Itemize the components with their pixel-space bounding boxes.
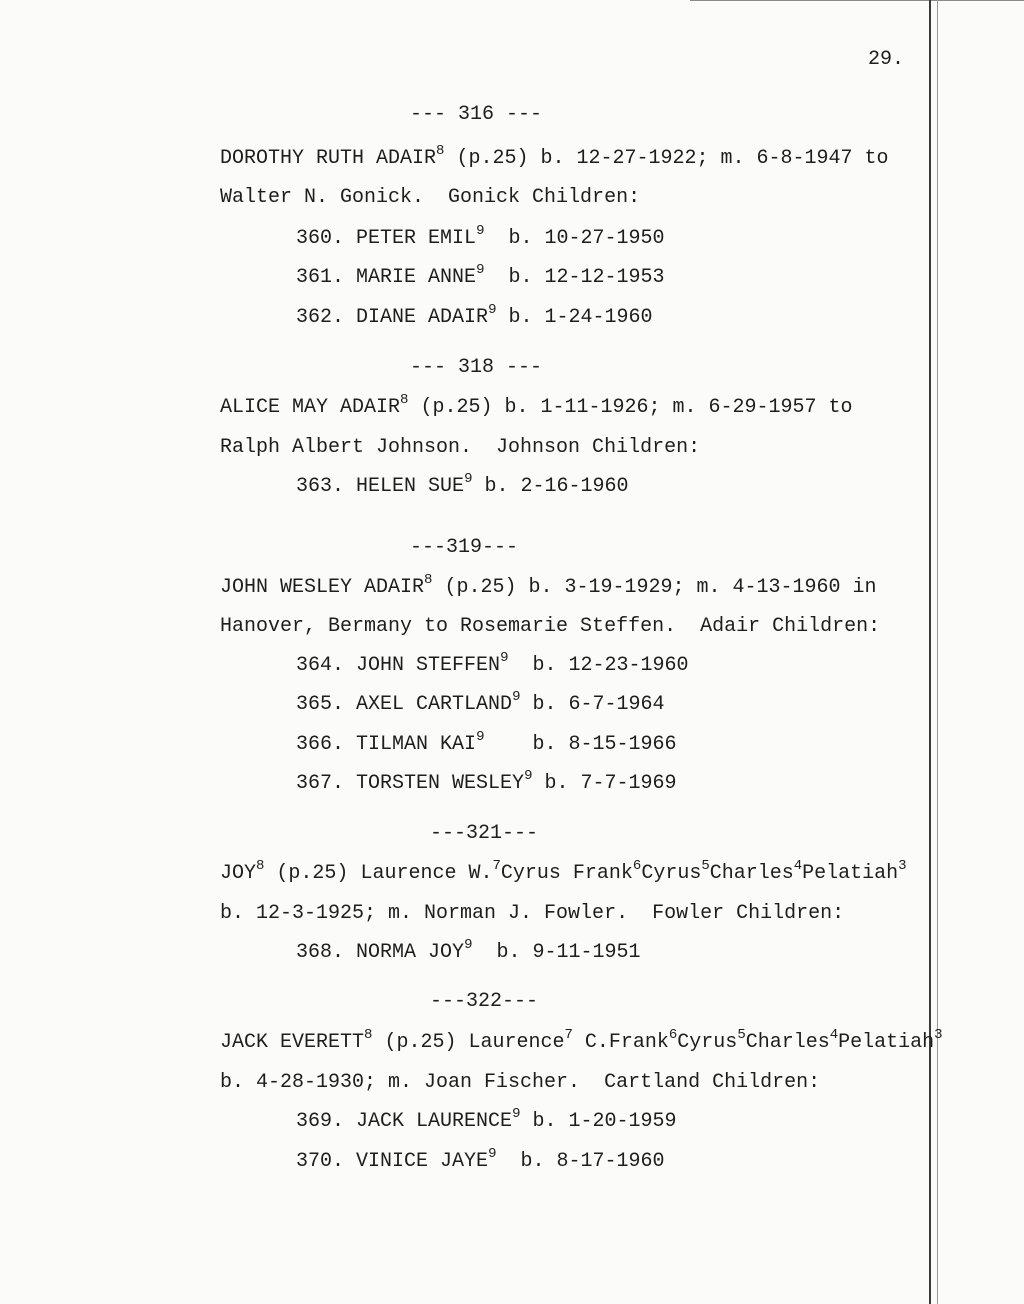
child-entry — [296, 768, 677, 796]
child-name: MARIE ANNE — [356, 266, 477, 289]
generation-number: 3 — [934, 1027, 943, 1043]
child-name: DIANE ADAIR — [356, 306, 489, 329]
child-entry — [296, 650, 689, 678]
child-number: 367. — [296, 772, 345, 795]
right-margin-rule — [929, 0, 931, 1304]
entry-line: Walter N. Gonick. Gonick Children: — [220, 186, 641, 209]
ancestor-name: Pelatiah — [802, 862, 899, 885]
top-margin-line — [690, 0, 1024, 1]
lineage-line — [220, 858, 907, 886]
child-name: NORMA JOY — [356, 941, 465, 964]
person-name: JACK EVERETT — [220, 1031, 365, 1054]
child-number: 362. — [296, 306, 345, 329]
generation-number: 5 — [737, 1027, 746, 1043]
section-header: ---321--- — [430, 822, 539, 845]
child-entry — [296, 302, 653, 330]
ancestor-name: Charles — [709, 862, 794, 885]
section-header: --- 318 --- — [410, 356, 543, 379]
entry-line — [220, 143, 889, 171]
generation-number: 8 — [424, 572, 433, 588]
child-name: TILMAN KAI — [356, 733, 477, 756]
generation-number: 9 — [488, 302, 497, 318]
child-name: VINICE JAYE — [356, 1150, 489, 1173]
ancestor-name: Cyrus — [677, 1031, 738, 1054]
generation-number: 5 — [701, 858, 710, 874]
child-name: TORSTEN WESLEY — [356, 772, 525, 795]
generation-number: 4 — [793, 858, 803, 874]
person-name: ALICE MAY ADAIR — [220, 396, 401, 419]
section-header: ---319--- — [410, 536, 519, 559]
right-margin-rule-inner — [937, 0, 938, 1304]
generation-number: 8 — [436, 143, 445, 159]
birth-date: b. 8-17-1960 — [520, 1150, 665, 1173]
section-header: --- 316 --- — [410, 103, 543, 126]
generation-number: 6 — [632, 858, 642, 874]
birth-date: b. 6-7-1964 — [532, 693, 665, 716]
entry-details: (p.25) b. 3-19-1929; m. 4-13-1960 in — [432, 576, 877, 599]
child-name: JOHN STEFFEN — [356, 654, 501, 677]
child-number: 369. — [296, 1110, 345, 1133]
entry-line: b. 4-28-1930; m. Joan Fischer. Cartland Children: — [220, 1071, 821, 1094]
lineage-line — [220, 1027, 943, 1055]
ancestor-name: Cyrus Frank — [500, 862, 633, 885]
section-header: ---322--- — [430, 990, 539, 1013]
entry-details: (p.25) b. 1-11-1926; m. 6-29-1957 to — [408, 396, 853, 419]
entry-line: Hanover, Bermany to Rosemarie Steffen. Adair Children: — [220, 615, 881, 638]
birth-date: b. 1-24-1960 — [508, 306, 653, 329]
person-name: DOROTHY RUTH ADAIR — [220, 147, 437, 170]
ancestor-name: (p.25) Laurence W. — [264, 862, 493, 885]
generation-number: 9 — [476, 729, 485, 745]
generation-number: 9 — [488, 1146, 497, 1162]
entry-line: Ralph Albert Johnson. Johnson Children: — [220, 436, 701, 459]
child-number: 360. — [296, 227, 345, 250]
generation-number: 9 — [512, 689, 521, 705]
child-number: 365. — [296, 693, 345, 716]
generation-number: 9 — [512, 1106, 521, 1122]
child-entry — [296, 1106, 677, 1134]
child-number: 368. — [296, 941, 345, 964]
generation-number: 7 — [564, 1027, 573, 1043]
generation-number: 6 — [668, 1027, 678, 1043]
page-number: 29. — [868, 48, 905, 71]
child-entry — [296, 471, 629, 499]
generation-number: 7 — [492, 858, 501, 874]
generation-number: 9 — [524, 768, 533, 784]
generation-number: 9 — [476, 223, 485, 239]
entry-line — [220, 572, 877, 600]
generation-number: 8 — [364, 1027, 373, 1043]
entry-line — [220, 392, 853, 420]
child-name: AXEL CARTLAND — [356, 693, 513, 716]
ancestor-name: Cyrus — [641, 862, 702, 885]
child-number: 364. — [296, 654, 345, 677]
generation-number: 9 — [464, 471, 473, 487]
child-number: 363. — [296, 475, 345, 498]
child-entry — [296, 729, 677, 757]
child-number: 361. — [296, 266, 345, 289]
birth-date: b. 9-11-1951 — [496, 941, 641, 964]
birth-date: b. 2-16-1960 — [484, 475, 629, 498]
child-entry — [296, 937, 641, 965]
ancestor-name: C.Frank — [572, 1031, 669, 1054]
generation-number: 9 — [476, 262, 485, 278]
person-name: JOHN WESLEY ADAIR — [220, 576, 425, 599]
child-entry — [296, 262, 665, 290]
generation-number: 8 — [400, 392, 409, 408]
person-name: JOY — [220, 862, 257, 885]
birth-date: b. 1-20-1959 — [532, 1110, 677, 1133]
generation-number: 3 — [898, 858, 907, 874]
child-entry — [296, 689, 665, 717]
child-name: PETER EMIL — [356, 227, 477, 250]
child-name: JACK LAURENCE — [356, 1110, 513, 1133]
generation-number: 9 — [500, 650, 509, 666]
ancestor-name: Charles — [745, 1031, 830, 1054]
child-entry — [296, 1146, 665, 1174]
birth-date: b. 7-7-1969 — [544, 772, 677, 795]
generation-number: 4 — [829, 1027, 839, 1043]
child-number: 370. — [296, 1150, 345, 1173]
birth-date: b. 12-12-1953 — [508, 266, 665, 289]
entry-details: (p.25) b. 12-27-1922; m. 6-8-1947 to — [444, 147, 889, 170]
generation-number: 9 — [464, 937, 473, 953]
birth-date: b. 10-27-1950 — [508, 227, 665, 250]
ancestor-name: (p.25) Laurence — [372, 1031, 565, 1054]
birth-date: b. 12-23-1960 — [532, 654, 689, 677]
ancestor-name: Pelatiah — [838, 1031, 935, 1054]
entry-line: b. 12-3-1925; m. Norman J. Fowler. Fowler Children: — [220, 902, 845, 925]
generation-number: 8 — [256, 858, 265, 874]
child-name: HELEN SUE — [356, 475, 465, 498]
child-number: 366. — [296, 733, 345, 756]
birth-date: b. 8-15-1966 — [532, 733, 677, 756]
child-entry — [296, 223, 665, 251]
